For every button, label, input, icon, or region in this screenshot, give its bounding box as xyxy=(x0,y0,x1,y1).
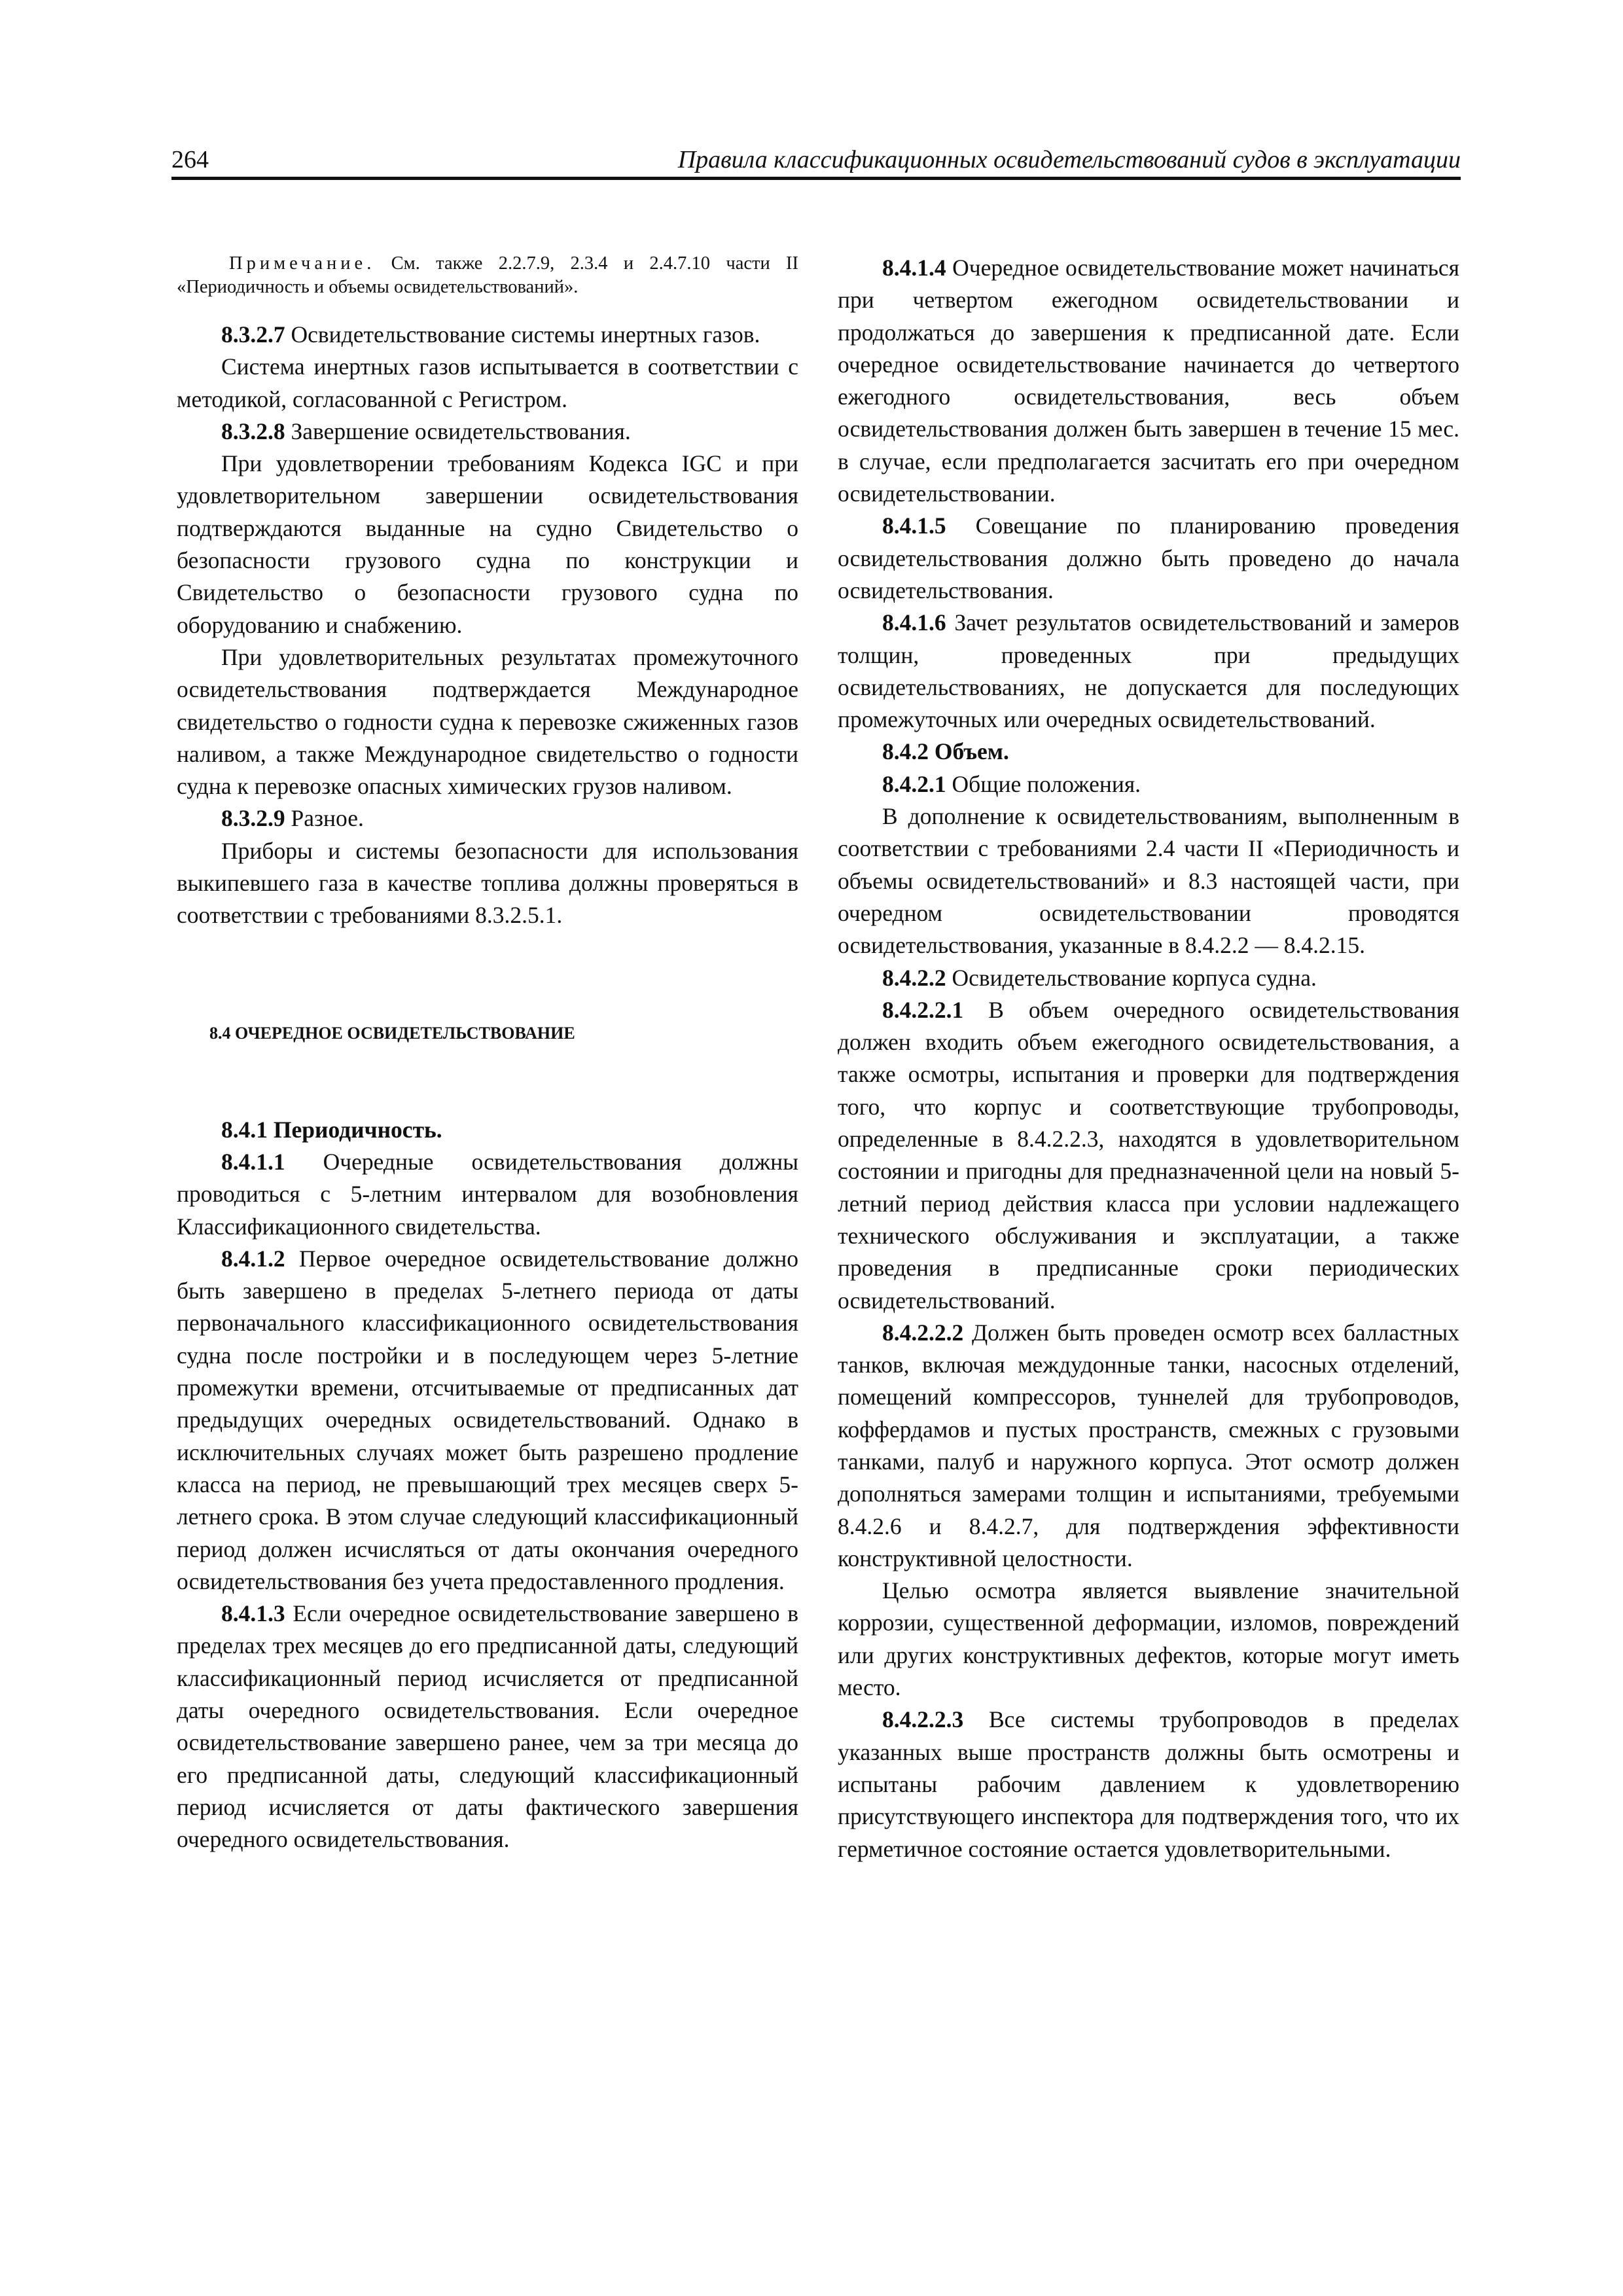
paragraph-8-3-2-7 xyxy=(177,319,798,351)
paragraph: При удовлетворительных результатах промежуточного освидетельствования подтверждается Международное свидетельство о годности судна к перевозке сжиженных газов наливом, а также Международное свидетельство о годности судна к перевозке опасных химических грузов наливом. xyxy=(177,643,798,800)
subsection-heading-text: 8.4.1 Периодичность. xyxy=(221,1116,442,1143)
right-column xyxy=(838,252,1459,1865)
paragraph-8-4-1-3 xyxy=(177,1598,798,1856)
paragraph-text: Очередные освидетельствования должны проводиться с 5-летним интервалом для возобновления Классификационного свидетельства. xyxy=(177,1148,799,1240)
paragraph-number: 8.4.2.2.3 xyxy=(882,1706,964,1733)
paragraph-text: Освидетельствование системы инертных газов. xyxy=(291,321,760,348)
header-rule xyxy=(171,177,1461,180)
paragraph-text: Освидетельствование корпуса судна. xyxy=(952,964,1317,991)
paragraph-number: 8.4.2.2 xyxy=(882,964,946,991)
paragraph-text: Совещание по планированию проведения освидетельствования должно быть проведено до начала освидетельствования. xyxy=(838,512,1460,603)
paragraph: Целью осмотра является выявление значительной коррозии, существенной деформации, изломов, повреждений или других конструктивных дефектов, которые могут иметь место. xyxy=(838,1577,1459,1701)
paragraph-text: Зачет результатов освидетельствований и замеров толщин, проведенных при предыдущих освидетельствованиях, не допускается для последующих промежуточных или очередных освидетельствований. xyxy=(838,609,1459,733)
paragraph-number: 8.4.1.4 xyxy=(882,255,946,281)
paragraph-number: 8.4.2.2.2 xyxy=(882,1319,964,1346)
running-title: Правила классификационных освидетельствований судов в эксплуатации xyxy=(677,146,1461,173)
paragraph-8-4-1-6 xyxy=(838,607,1459,736)
page-number: 264 xyxy=(171,146,209,173)
paragraph-8-4-2-1 xyxy=(838,768,1459,800)
paragraph-text: Разное. xyxy=(291,805,364,832)
paragraph-8-3-2-8 xyxy=(177,416,798,448)
paragraph-text: Первое очередное освидетельствование должно быть завершено в пределах 5-летнего периода от даты первоначального классификационного освидетельствования судна после постройки и в последующем через 5-летние промежутки времени, отсчитываемые от предписанных дат предыдущих очередных освидетельствований. Однако в исключительных случаях может быть разрешено продление класса на период, не превышающий трех месяцев сверх 5-летнего срока. В этом случае следующий классификационный период должен исчисляться от даты окончания очередного освидетельствования без учета предоставленного продления. xyxy=(177,1245,799,1594)
paragraph-text: В объем очередного освидетельствования должен входить объем ежегодного освидетельствования, а также осмотры, испытания и проверки для подтверждения того, что корпус и соответствующие трубопроводы, определенные в 8.4.2.2.3, находятся в удовлетворительном состоянии и пригодны для предназначенной цели на новый 5-летний период действия класса при условии надлежащего технического обслуживания и эксплуатации, а также проведения в предписанные сроки периодических освидетельствований. xyxy=(838,996,1460,1314)
paragraph-8-4-1-1 xyxy=(177,1146,798,1243)
paragraph-number: 8.4.1.5 xyxy=(882,512,946,539)
subsection-heading-8-4-2 xyxy=(838,736,1459,768)
paragraph-number: 8.3.2.9 xyxy=(221,805,285,832)
paragraph-8-3-2-9 xyxy=(177,802,798,834)
paragraph-8-4-2-2-1 xyxy=(838,994,1459,1317)
paragraph-number: 8.4.1.3 xyxy=(221,1600,285,1627)
paragraph-number: 8.3.2.8 xyxy=(221,418,285,444)
note-label: Примечание. xyxy=(229,253,376,274)
left-column xyxy=(177,252,798,1856)
paragraph-8-4-1-5 xyxy=(838,510,1459,607)
paragraph: Приборы и системы безопасности для использования выкипевшего газа в качестве топлива должны проверяться в соответствии с требованиями 8.3.2.5.1. xyxy=(177,837,798,929)
paragraph-8-4-1-4 xyxy=(838,252,1459,510)
note-text: См. также 2.2.7.9, 2.3.4 и 2.4.7.10 части II «Периодичность и объемы освидетельствований». xyxy=(177,253,799,297)
paragraph-number: 8.4.1.2 xyxy=(221,1245,285,1272)
paragraph-number: 8.4.2.1 xyxy=(882,770,946,797)
paragraph-8-4-1-2 xyxy=(177,1243,798,1598)
paragraph-number: 8.3.2.7 xyxy=(221,321,285,348)
paragraph-number: 8.4.1.1 xyxy=(221,1148,285,1175)
paragraph-8-4-2-2 xyxy=(838,962,1459,994)
paragraph-text: Общие положения. xyxy=(952,770,1141,797)
subsection-heading-8-4-1 xyxy=(177,1114,798,1146)
paragraph: В дополнение к освидетельствованиям, выполненным в соответствии с требованиями 2.4 части II «Периодичность и объемы освидетельствований» и 8.3 настоящей части, при очередном освидетельствовании проводятся освидетельствования, указанные в 8.4.2.2 — 8.4.2.15. xyxy=(838,803,1459,959)
paragraph: При удовлетворении требованиям Кодекса IGC и при удовлетворительном завершении освидетельствования подтверждаются выданные на судно Свидетельство о безопасности грузового судна по конструкции и Свидетельство о безопасности грузового судна по оборудованию и снабжению. xyxy=(177,450,798,638)
paragraph-8-4-2-2-2 xyxy=(838,1317,1459,1575)
subsection-heading-text: 8.4.2 Объем. xyxy=(882,738,1009,765)
paragraph-text: Если очередное освидетельствование завершено в пределах трех месяцев до его предписанной даты, следующий классификационный период исчисляется от предписанной даты очередного освидетельствования. Если очередное освидетельствование завершено ранее, чем за три месяца до его предписанной даты, следующий классификационный период исчисляется от даты фактического завершения очередного освидетельствования. xyxy=(177,1600,798,1853)
paragraph: Система инертных газов испытывается в соответствии с методикой, согласованной с Регистром. xyxy=(177,353,798,412)
paragraph-number: 8.4.2.2.1 xyxy=(882,996,964,1023)
paragraph-number: 8.4.1.6 xyxy=(882,609,946,636)
section-heading: 8.4 ОЧЕРЕДНОЕ ОСВИДЕТЕЛЬСТВОВАНИЕ xyxy=(209,1023,575,1043)
paragraph-text: Должен быть проведен осмотр всех балластных танков, включая междудонные танки, насосных отделений, помещений компрессоров, туннелей для трубопроводов, коффердамов и пустых пространств, смежных с грузовыми танками, палуб и наружного корпуса. Этот осмотр должен дополняться замерами толщин и испытаниями, требуемыми 8.4.2.6 и 8.4.2.7, для подтверждения эффективности конструктивной целостности. xyxy=(838,1319,1460,1571)
paragraph-8-4-2-2-3 xyxy=(838,1704,1459,1865)
note-paragraph xyxy=(177,252,798,299)
paragraph-text: Все системы трубопроводов в пределах указанных выше пространств должны быть осмотрены и испытаны рабочим давлением к удовлетворению присутствующего инспектора для подтверждения того, что их герметичное состояние остается удовлетворительными. xyxy=(838,1706,1459,1862)
paragraph-text: Завершение освидетельствования. xyxy=(291,418,631,444)
paragraph-text: Очередное освидетельствование может начинаться при четвертом ежегодном освидетельствовании и продолжаться до завершения к предписанной дате. Если очередное освидетельствование начинается до четвертого ежегодного освидетельствования, весь объем освидетельствования должен быть завершен в течение 15 мес. в случае, если предполагается засчитать его при очередном освидетельствовании. xyxy=(838,255,1459,507)
